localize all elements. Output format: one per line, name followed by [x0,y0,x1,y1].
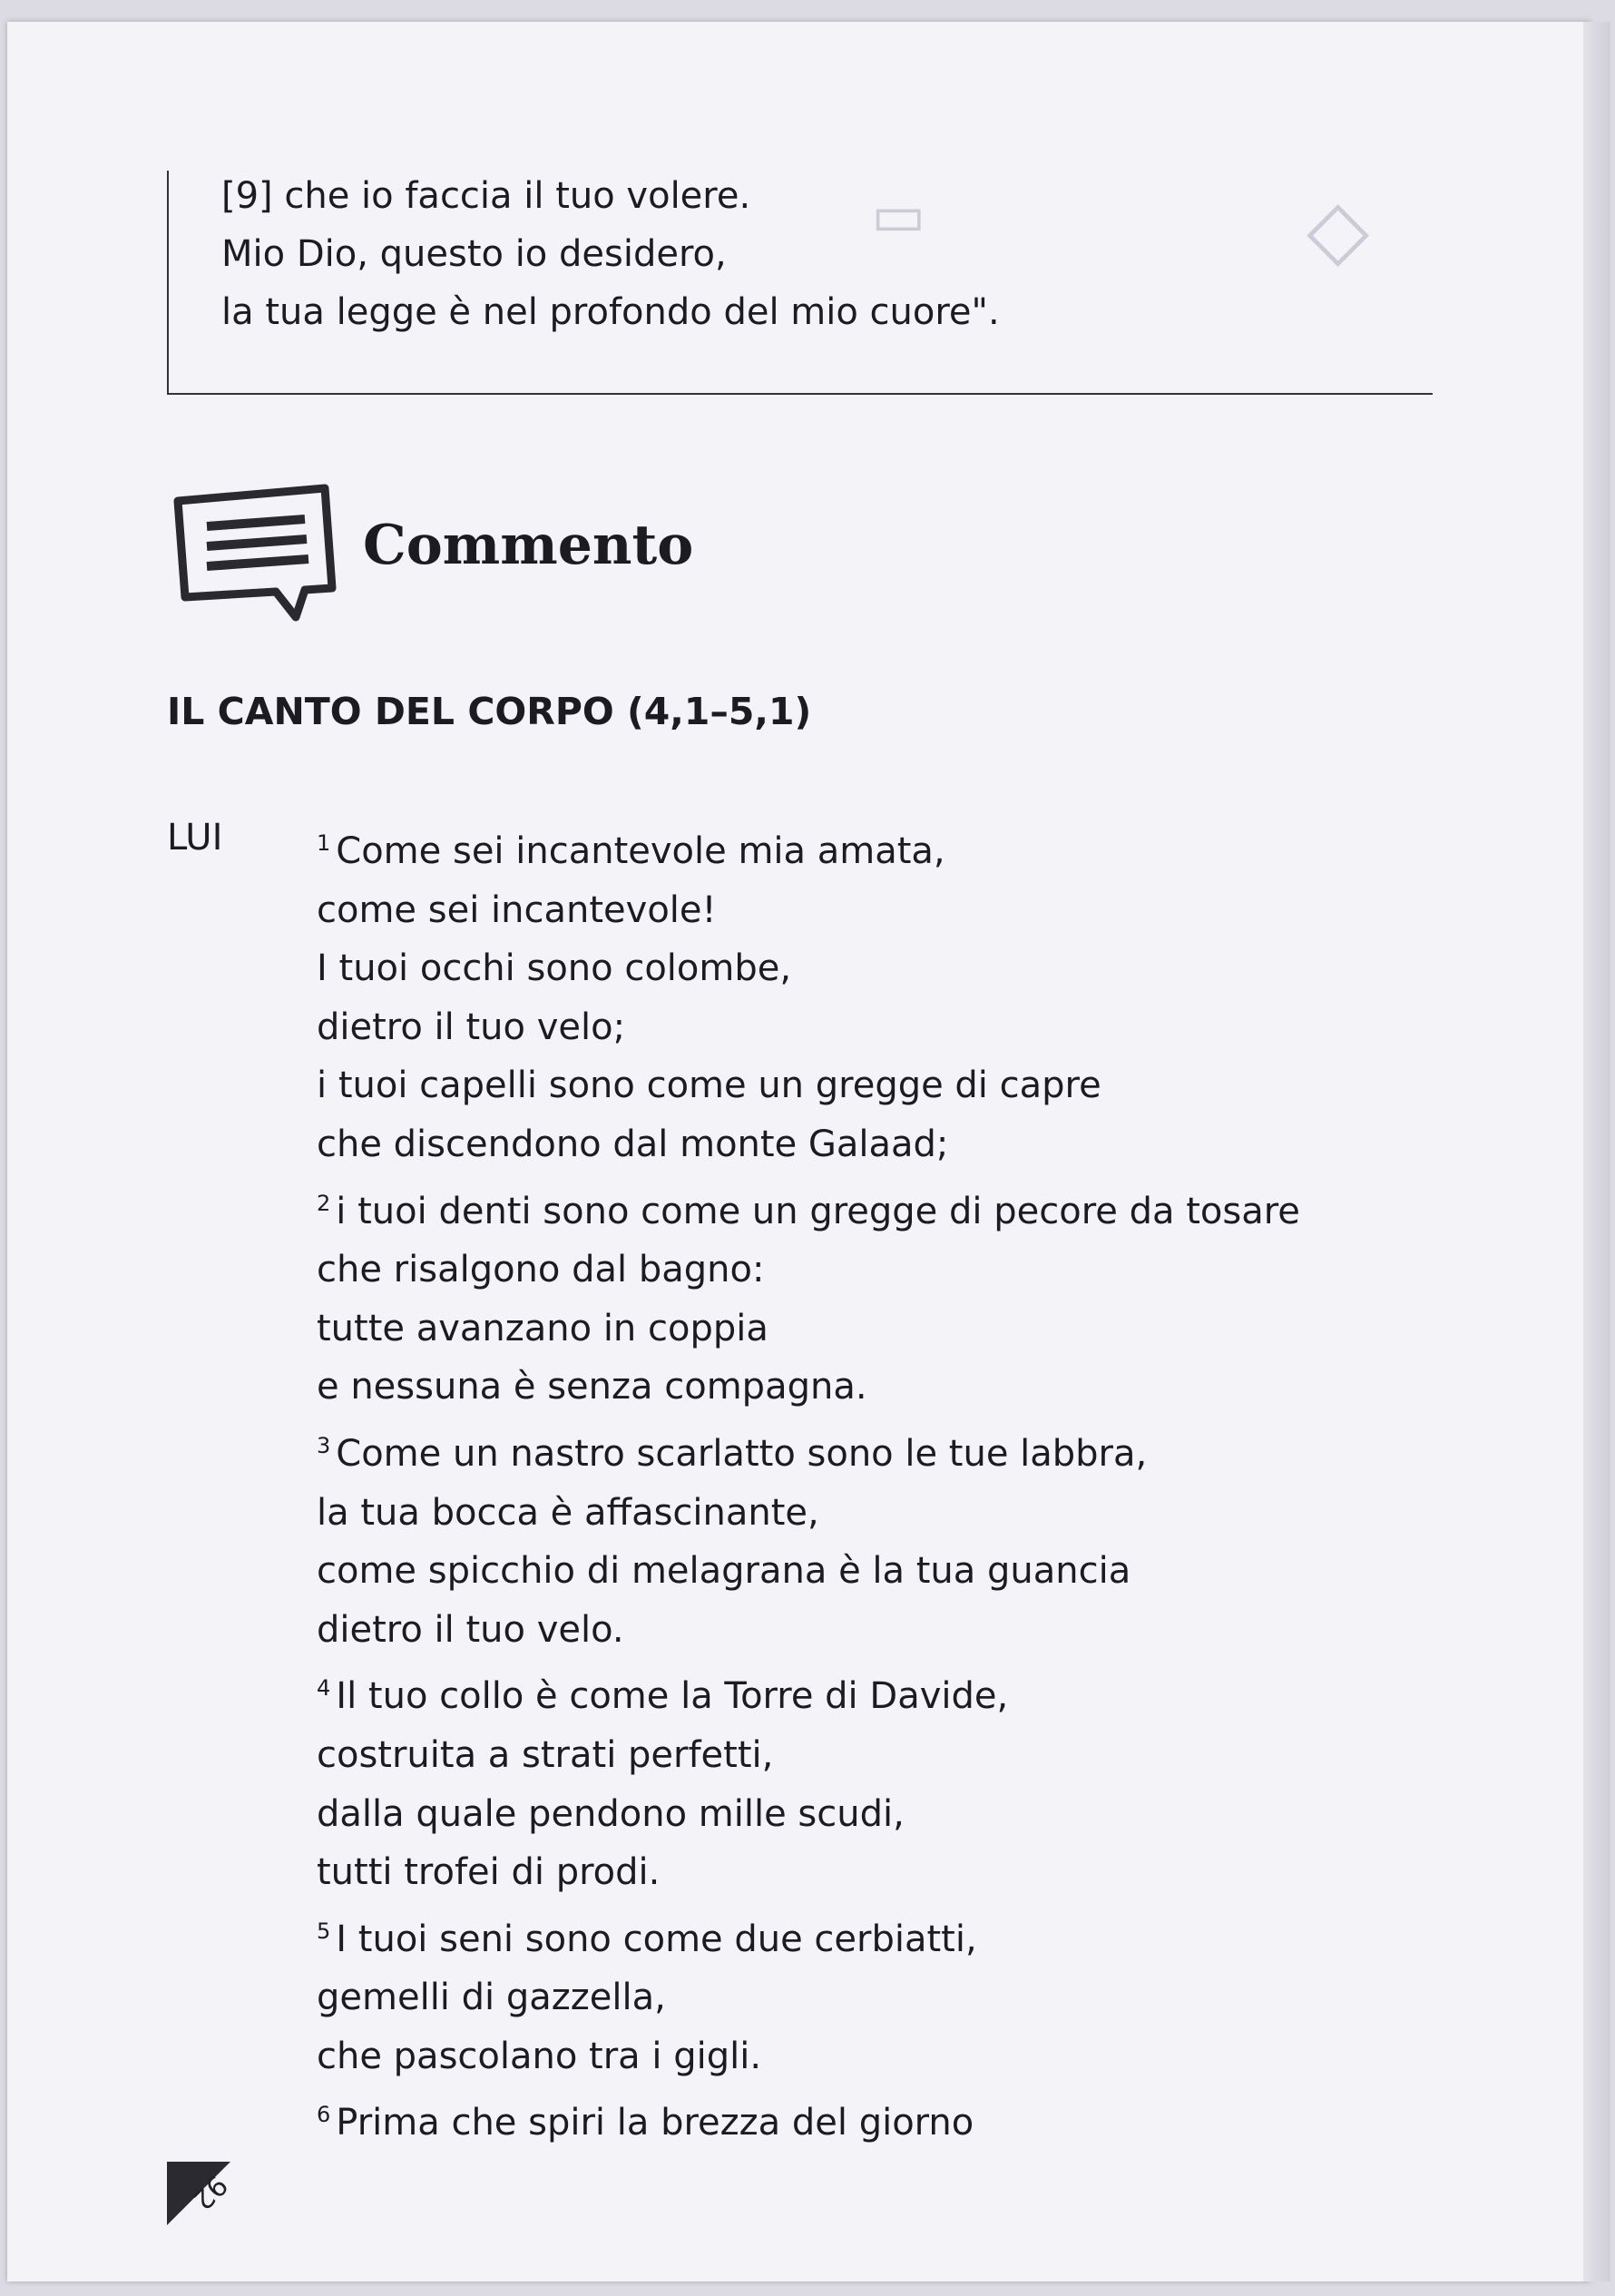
verse-block [317,814,1300,2153]
verse-text: e nessuna è senza compagna. [317,1366,867,1408]
verse-line [317,1902,1300,1969]
comment-bubble-icon [169,481,341,626]
verse-number: 4 [317,1675,331,1702]
verse-text: che pascolano tra i gigli. [317,2035,762,2077]
section-title: Commento [363,514,694,577]
subsection-title: IL CANTO DEL CORPO (4,1–5,1) [167,690,812,733]
verse-line [317,2085,1300,2153]
verse-line [317,1484,1300,1543]
verse-text: costruita a strati perfetti, [317,1733,774,1776]
verse-text: i tuoi capelli sono come un gregge di capre [317,1065,1101,1107]
verse-number: 1 [317,830,331,856]
verse-line [317,1056,1300,1115]
verse-number: 3 [317,1432,331,1458]
verse-text: gemelli di gazzella, [317,1977,666,2019]
verse-text: Il tuo collo è come la Torre di Davide, [336,1675,1009,1718]
speaker-label: LUI [167,817,223,859]
verse-text: I tuoi seni sono come due cerbiatti, [336,1918,977,1960]
verse-text: Come un nastro scarlatto sono le tue labbra, [336,1432,1148,1475]
verse-line [317,1417,1300,1484]
verse-text: I tuoi occhi sono colombe, [317,947,792,990]
verse-line [317,881,1300,940]
verse-line [317,1542,1300,1601]
verse-number: 6 [317,2102,331,2128]
bleed-through-book-icon: ◇ [1307,182,1370,277]
verse-line [317,1115,1300,1174]
page-number: 92 [186,2168,233,2216]
verse-line [317,998,1300,1057]
verse-number: 5 [317,1918,331,1944]
verse-line [317,1300,1300,1359]
quote-line: [9] che io faccia il tuo volere. [221,175,751,217]
verse-text: dalla quale pendono mille scudi, [317,1792,905,1835]
verse-line [317,939,1300,998]
verse-number: 2 [317,1190,331,1216]
verse-text: tutte avanzano in coppia [317,1307,768,1349]
verse-line [317,1785,1300,1844]
verse-line [317,1968,1300,2027]
verse-text: Prima che spiri la brezza del giorno [336,2102,974,2144]
verse-line [317,1358,1300,1417]
verse-line [317,1659,1300,1726]
verse-line [317,1174,1300,1241]
verse-text: che discendono dal monte Galaad; [317,1123,949,1165]
verse-text: dietro il tuo velo; [317,1006,626,1048]
verse-line [317,1241,1300,1300]
bleed-through-heading: ▭ [871,182,926,250]
verse-text: come spicchio di melagrana è la tua guancia [317,1550,1131,1593]
verse-line [317,1601,1300,1660]
quote-line: Mio Dio, questo io desidero, [221,233,727,275]
verse-line [317,2027,1300,2086]
psalm-quote-box [167,171,1433,395]
verse-line [317,1726,1300,1785]
verse-text: tutti trofei di prodi. [317,1851,661,1894]
verse-text: la tua bocca è affascinante, [317,1491,819,1534]
verse-line [317,1843,1300,1902]
verse-text: i tuoi denti sono come un gregge di pecore da tosare [336,1190,1300,1232]
verse-text: che risalgono dal bagno: [317,1249,765,1291]
verse-text: Come sei incantevole mia amata, [336,830,945,872]
verse-text: dietro il tuo velo. [317,1608,624,1651]
page-edge [1583,22,1610,2281]
verse-line [317,814,1300,881]
quote-line: la tua legge è nel profondo del mio cuore". [221,291,1000,333]
verse-text: come sei incantevole! [317,888,717,931]
